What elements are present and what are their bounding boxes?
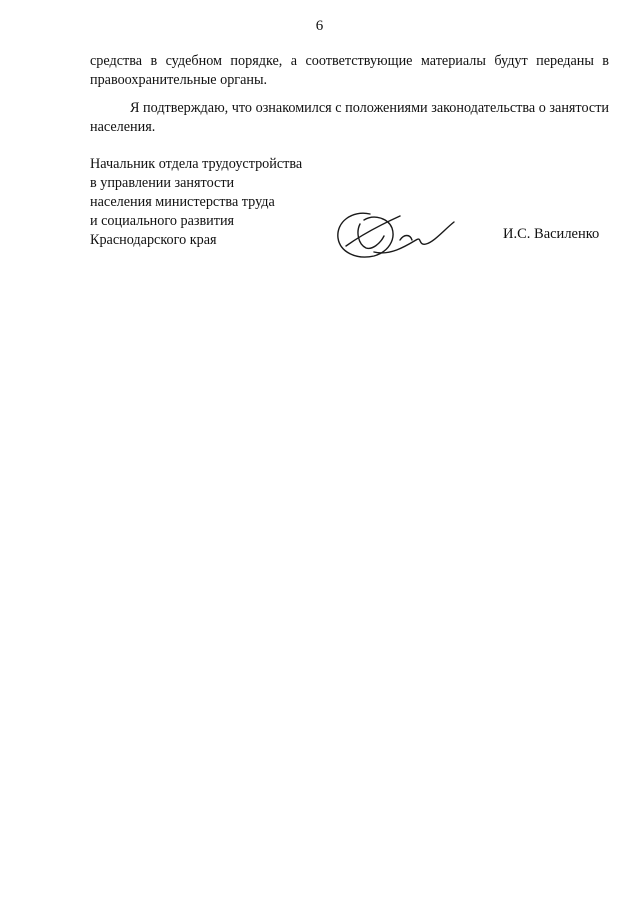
handwritten-signature-icon xyxy=(330,200,460,272)
position-line: Краснодарского края xyxy=(90,232,217,248)
paragraph-continuation: средства в судебном порядке, а соответствующие материалы будут переданы в правоохранительные органы. xyxy=(90,53,609,88)
signatory-position xyxy=(90,155,302,250)
body-text xyxy=(90,52,609,137)
position-line: населения министерства труда xyxy=(90,194,275,210)
position-line: в управлении занятости xyxy=(90,175,235,191)
page-number: 6 xyxy=(315,18,324,34)
position-line: Начальник отдела трудоустройства xyxy=(90,156,303,172)
paragraph-confirmation: Я подтверждаю, что ознакомился с положениями законодательства о занятости населения. xyxy=(90,100,609,135)
signer-name: И.С. Василенко xyxy=(503,226,600,242)
position-line: и социального развития xyxy=(90,213,235,229)
